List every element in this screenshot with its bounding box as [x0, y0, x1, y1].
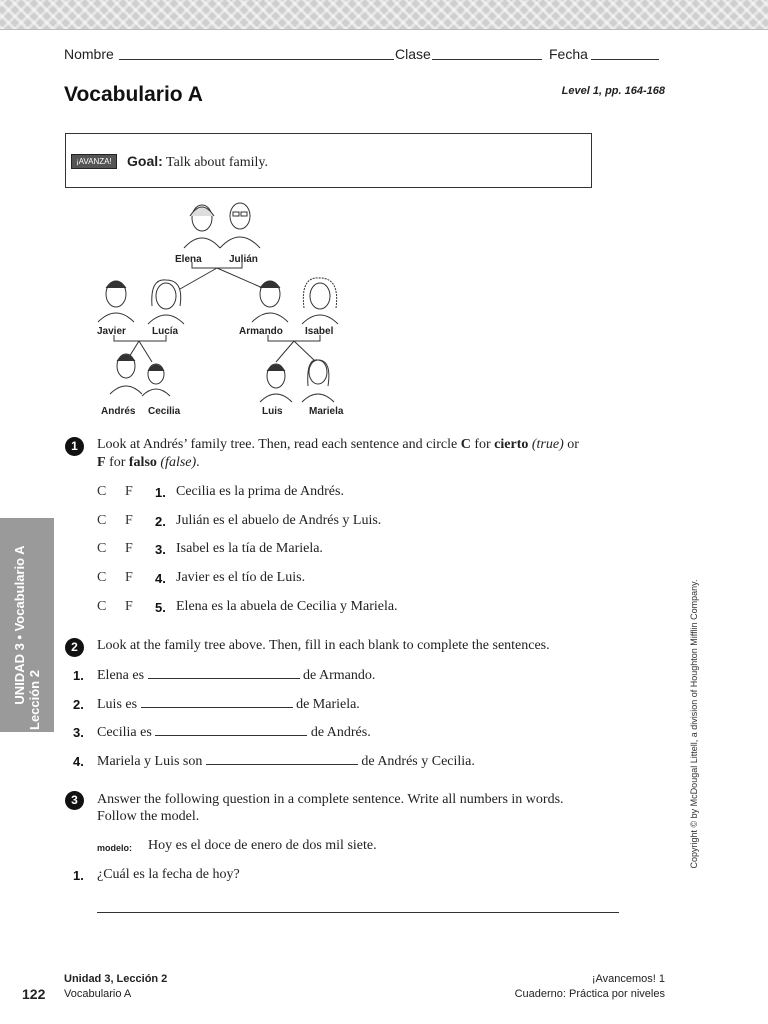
activity-2-number: 2 [65, 638, 84, 657]
clase-line[interactable] [432, 59, 542, 60]
footer-book: ¡Avancemos! 1 [591, 973, 665, 985]
goal-text: Talk about family. [166, 155, 268, 170]
nombre-label: Nombre [64, 46, 114, 62]
item-4-sentence: Javier es el tío de Luis. [176, 570, 306, 585]
fill-item-1-number: 1. [73, 668, 84, 683]
tree-name-andres: Andrés [101, 406, 136, 417]
item-2-option-f[interactable]: F [125, 513, 133, 528]
item-3-option-f[interactable]: F [125, 541, 133, 556]
item-2-number: 2. [155, 514, 166, 529]
item-1-sentence: Cecilia es la prima de Andrés. [176, 484, 344, 499]
tree-name-isabel: Isabel [305, 326, 334, 337]
tree-name-elena: Elena [175, 254, 202, 265]
answer-line[interactable] [97, 912, 619, 913]
tree-name-luis: Luis [262, 406, 283, 417]
fill-item-4-number: 4. [73, 754, 84, 769]
item-4-number: 4. [155, 571, 166, 586]
grandparents-branch [180, 268, 265, 289]
question-1-text: ¿Cuál es la fecha de hoy? [97, 867, 240, 882]
tree-name-julian: Julián [229, 254, 258, 265]
item-5-sentence: Elena es la abuela de Cecilia y Mariela. [176, 599, 398, 614]
fill-item-2-blank[interactable] [141, 696, 293, 708]
page-number: 122 [22, 986, 46, 1002]
item-3-option-c[interactable]: C [97, 541, 107, 556]
fill-item-2-sentence: Luis es de Mariela. [97, 697, 360, 712]
goal-label: Goal: [127, 153, 163, 169]
fill-item-2-number: 2. [73, 697, 84, 712]
activity-3-instruction-line1: Answer the following question in a complete sentence. Write all numbers in words. [97, 792, 564, 807]
item-2-sentence: Julián es el abuelo de Andrés y Luis. [176, 513, 382, 528]
item-5-option-c[interactable]: C [97, 599, 107, 614]
fill-item-1-sentence: Elena es de Armando. [97, 668, 376, 683]
item-3-number: 3. [155, 542, 166, 557]
footer-subtitle: Cuaderno: Práctica por niveles [514, 988, 665, 1000]
tree-name-armando: Armando [239, 326, 283, 337]
nombre-line[interactable] [119, 59, 394, 60]
item-1-option-c[interactable]: C [97, 484, 107, 499]
fill-item-3-blank[interactable] [155, 724, 307, 736]
tree-name-cecilia: Cecilia [148, 406, 181, 417]
tree-name-lucia: Lucía [152, 326, 179, 337]
decorative-header-band [0, 0, 768, 30]
tree-name-javier: Javier [97, 326, 126, 337]
copyright-notice: Copyright © by McDougal Littell, a division of Houghton Mifflin Company. [689, 579, 699, 869]
side-tab-text [12, 518, 42, 732]
item-2-option-c[interactable]: C [97, 513, 107, 528]
isabel-portrait [310, 283, 330, 309]
clase-label: Clase [395, 46, 431, 62]
avanza-badge: ¡AVANZA! [71, 154, 117, 169]
item-5-option-f[interactable]: F [125, 599, 133, 614]
activity-1-instruction-line1: Look at Andrés’ family tree. Then, read each sentence and circle C for cierto (true) or [97, 437, 579, 452]
item-4-option-c[interactable]: C [97, 570, 107, 585]
activity-2-instruction: Look at the family tree above. Then, fill in each blank to complete the sentences. [97, 638, 550, 653]
fill-item-3-number: 3. [73, 725, 84, 740]
fill-item-3-sentence: Cecilia es de Andrés. [97, 725, 371, 740]
goal-statement [127, 153, 268, 171]
footer-unit: Unidad 3, Lección 2 [64, 973, 168, 985]
activity-1-instruction-line2: F for falso (false). [97, 455, 200, 470]
side-tab-unit: UNIDAD 3 • Vocabulario A [12, 545, 27, 705]
item-4-option-f[interactable]: F [125, 570, 133, 585]
question-1-number: 1. [73, 868, 84, 883]
family-tree-illustration [80, 196, 380, 421]
right-parents-branch [276, 341, 316, 362]
fecha-label: Fecha [549, 46, 588, 62]
mariela-portrait [309, 360, 327, 384]
item-1-number: 1. [155, 485, 166, 500]
page-title: Vocabulario A [64, 83, 203, 106]
footer-section: Vocabulario A [64, 988, 132, 1000]
fecha-line[interactable] [591, 59, 659, 60]
item-1-option-f[interactable]: F [125, 484, 133, 499]
activity-3-number: 3 [65, 791, 84, 810]
fill-item-4-sentence: Mariela y Luis son de Andrés y Cecilia. [97, 754, 475, 769]
activity-1-number: 1 [65, 437, 84, 456]
activity-3-instruction-line2: Follow the model. [97, 809, 200, 824]
fill-item-1-blank[interactable] [148, 667, 300, 679]
lucia-portrait [156, 283, 176, 309]
level-reference: Level 1, pp. 164-168 [561, 85, 665, 97]
modelo-label: modelo: [97, 843, 132, 853]
item-3-sentence: Isabel es la tía de Mariela. [176, 541, 323, 556]
fill-item-4-blank[interactable] [206, 753, 358, 765]
modelo-sentence: Hoy es el doce de enero de dos mil siete. [148, 838, 377, 853]
tree-name-mariela: Mariela [309, 406, 344, 417]
item-5-number: 5. [155, 600, 166, 615]
side-tab-lesson: Lección 2 [27, 670, 42, 730]
